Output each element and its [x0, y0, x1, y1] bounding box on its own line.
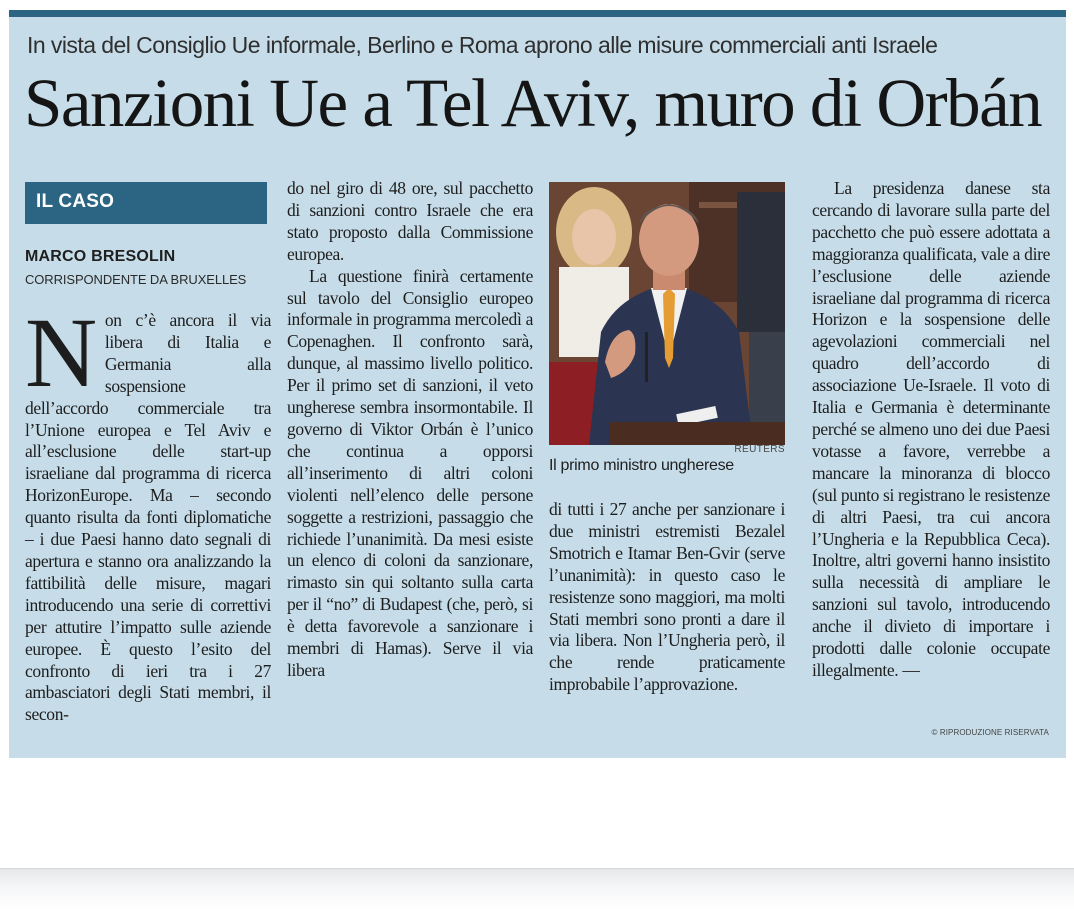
- news-photo: [549, 182, 785, 445]
- copyright-notice: © RIPRODUZIONE RISERVATA: [931, 728, 1049, 737]
- photo-credit: REUTERS: [734, 444, 785, 455]
- section-tag: [25, 182, 267, 224]
- column-3: [549, 499, 785, 696]
- photo-caption: Il primo ministro ungherese: [549, 457, 734, 474]
- paragraph: do nel giro di 48 ore, sul pacchetto di sanzioni contro Israele che era stato proposto dalla Commissione europea.: [287, 178, 533, 264]
- top-rule: [9, 10, 1066, 17]
- article: [9, 10, 1066, 758]
- paragraph: La presidenza danese sta cercando di lavorare sulla parte del pacchetto che può essere adottata a maggioranza qualificata, vale a dire l’esclusione delle aziende israeliane dal programma di ricerca Horizon e la sospensione delle agevolazioni commerciali nel quadro dell’accordo di associazione Ue-Israele. Il voto di Italia e Germania è determinante perché se almeno uno dei due Paesi votasse a favore, verrebbe a mancare la minoranza di blocco (sul punto si registrano le resistenze di altri Paesi, tra cui ancora l’Ungheria e la Repubblica Ceca). Inoltre, altri governi hanno insistito sulla necessità di ampliare le sanzioni sul tavolo, introducendo anche il divieto di importare i prodotti dalle colonie occupate illegalmente. —: [812, 178, 1050, 680]
- column-1: [25, 297, 271, 726]
- kicker: In vista del Consiglio Ue informale, Berlino e Roma aprono alle misure commerciali anti Israele: [27, 32, 938, 58]
- dropcap: N: [25, 297, 97, 408]
- section-tag-label: IL CASO: [36, 191, 115, 212]
- author-name: MARCO BRESOLIN: [25, 248, 176, 265]
- paragraph: on c’è ancora il via libera di Italia e Germania alla sospensione dell’accordo commerciale tra l’Unione europea e Tel Aviv e all’esclusione delle start-up israeliane dal programma di ricerca HorizonEurope. Ma – secondo quanto risulta da fonti diplomatiche – i due Paesi hanno dato segnali di apertura e stanno ora analizzando la fattibilità delle misure, magari introducendo una serie di correttivi per attutire l’impatto sulle aziende europee. È questo l’esito del confronto di ieri tra i 27 ambasciatori degli Stati membri, il secon-: [25, 310, 271, 725]
- page-edge: [0, 868, 1074, 910]
- column-2: [287, 178, 533, 682]
- photo-illustration: [549, 182, 785, 445]
- paragraph: di tutti i 27 anche per sanzionare i due ministri estremisti Bezalel Smotrich e Itamar Ben-Gvir (serve l’unanimità): in questo caso le resistenze sono maggiori, ma molti Stati membri sono pronti a dare il via libera. Non l’Ungheria però, il che rende praticamente improbabile l’approvazione.: [549, 499, 785, 695]
- paragraph: La questione finirà certamente sul tavolo del Consiglio europeo informale in programma mercoledì a Copenaghen. Il confronto sarà, dunque, al massimo livello politico. Per il primo set di sanzioni, il veto ungherese sembra insormontabile. Il governo di Viktor Orbán è l’unico che continua a opporsi all’inserimento di altri coloni violenti nell’elenco delle persone soggette a restrizioni, passaggio che richiede l’unanimità. Da mesi esiste un elenco di coloni da sanzionare, rimasto sin qui soltanto sulla carta per il “no” di Budapest (che, però, si è detta favorevole a sanzionare i membri di Hamas). Serve il via libera: [287, 265, 533, 680]
- column-4: [812, 178, 1050, 682]
- headline: Sanzioni Ue a Tel Aviv, muro di Orbán: [24, 65, 1042, 141]
- author-role: CORRISPONDENTE DA BRUXELLES: [25, 272, 247, 287]
